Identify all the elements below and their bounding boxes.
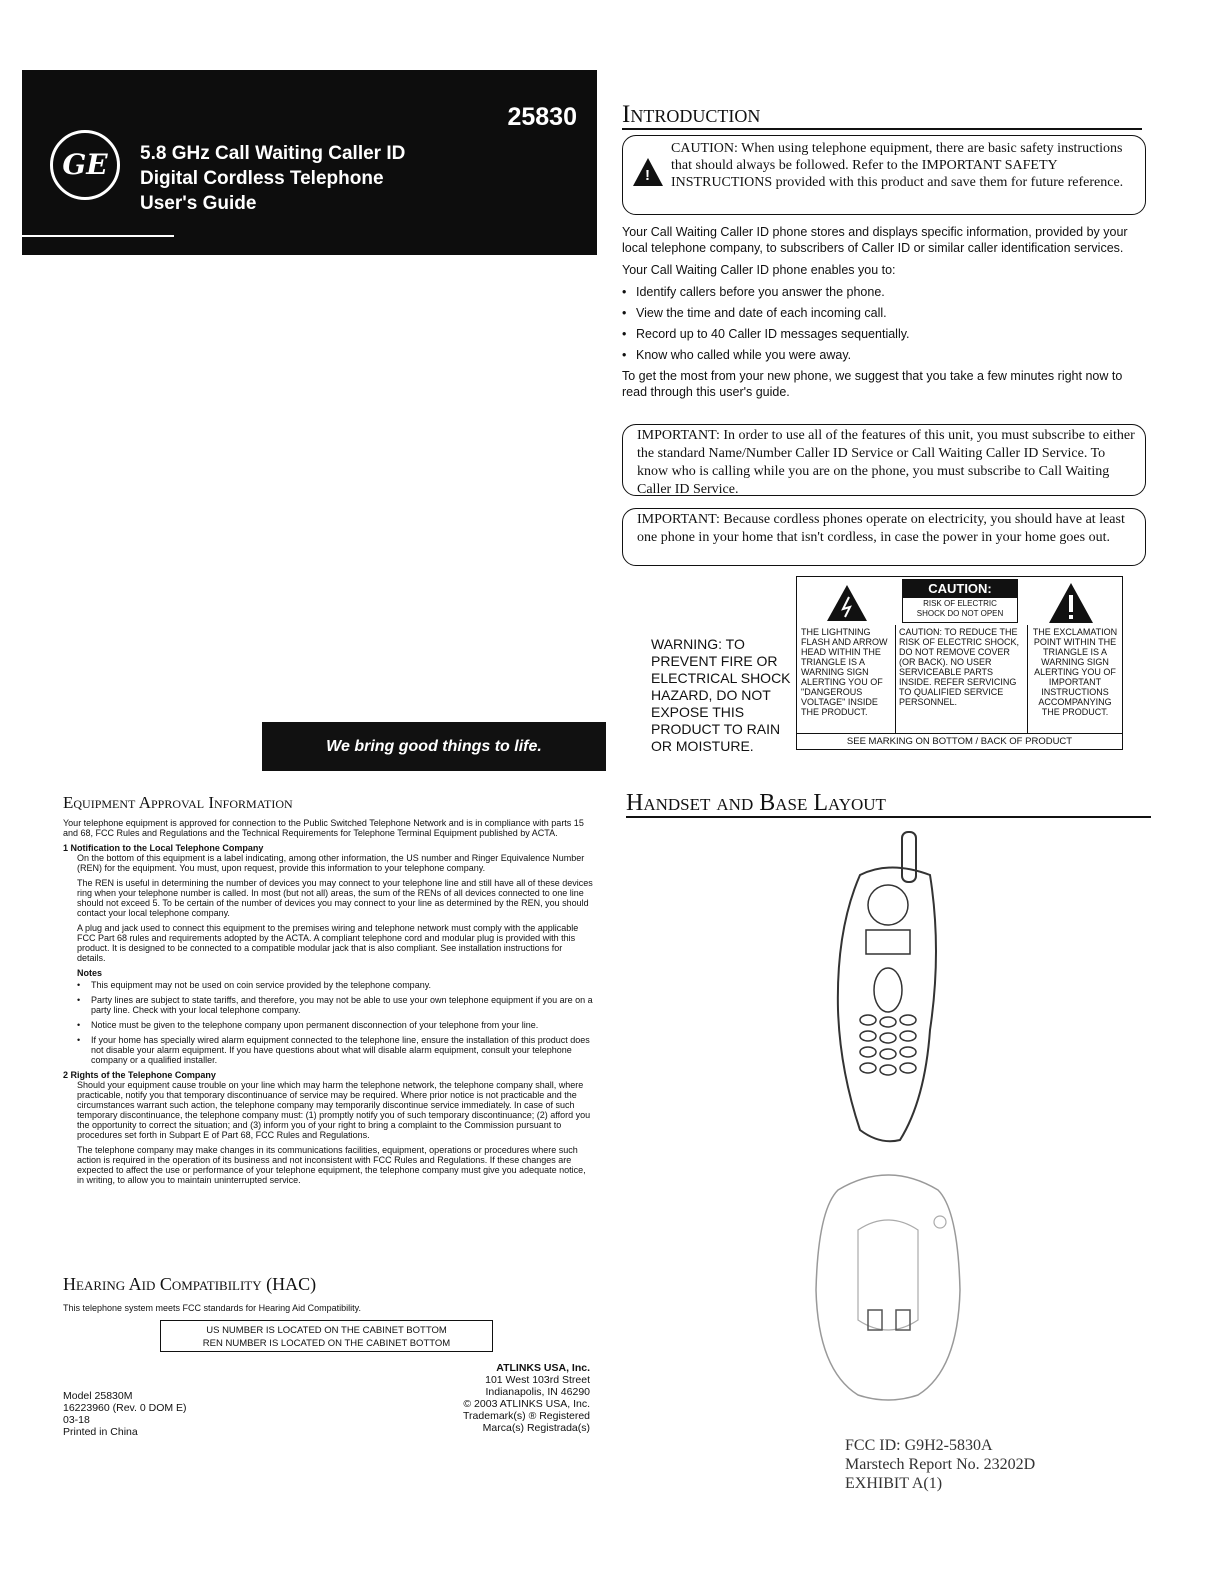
- city: Indianapolis, IN 46290: [485, 1386, 590, 1398]
- feature-item: • Identify callers before you answer the phone.: [622, 284, 1142, 300]
- note-item: • This equipment may not be used on coin service provided by the telephone company.: [77, 980, 593, 990]
- banner-rule: [22, 235, 174, 237]
- heading-rule: [626, 816, 1151, 818]
- caution-box: [622, 135, 1146, 215]
- section-1-body: [63, 853, 593, 1065]
- section-2-body: [63, 1080, 593, 1185]
- us-number-box: [160, 1320, 493, 1352]
- important-box-1: IMPORTANT: In order to use all of the features of this unit, you must subscribe to either the standard Name/Number Caller ID Service or Call Waiting Caller ID Service. To know who is calling while you are on the phone, you must subscribe to Call Waiting Caller ID Service.: [622, 424, 1146, 496]
- lightning-triangle-icon: [825, 583, 869, 623]
- caution-label-box: [902, 579, 1018, 623]
- feature-item: • Know who called while you were away.: [622, 347, 1142, 363]
- part-number: 16223960 (Rev. 0 DOM E): [63, 1402, 187, 1414]
- handset-heading: Handset and Base Layout: [626, 790, 886, 816]
- exhibit-label: EXHIBIT A(1): [845, 1475, 943, 1492]
- model-number-label: Model 25830M: [63, 1390, 133, 1402]
- warning-col-1: THE LIGHTNING FLASH AND ARROW HEAD WITHIN THE TRIANGLE IS A WARNING SIGN ALERTING YOU OF "DANGEROUS VOLTAGE" INSIDE THE PRODUCT.: [801, 627, 888, 717]
- important-box-2: IMPORTANT: Because cordless phones operate on electricity, you should have at least one phone in your home that isn't cordless, in case the power in your home goes out.: [622, 508, 1146, 566]
- model-number: 25830: [507, 103, 577, 131]
- us-number-line: US NUMBER IS LOCATED ON THE CABINET BOTTOM: [206, 1325, 447, 1336]
- warning-footer: SEE MARKING ON BOTTOM / BACK OF PRODUCT: [797, 733, 1122, 749]
- header-banner: [22, 70, 597, 255]
- equipment-heading: Equipment Approval Information: [63, 793, 293, 812]
- feature-item: • View the time and date of each incoming call.: [622, 305, 1142, 321]
- intro-para-2: Your Call Waiting Caller ID phone enables you to:: [622, 263, 896, 277]
- warning-col-2: CAUTION: TO REDUCE THE RISK OF ELECTRIC SHOCK, DO NOT REMOVE COVER (OR BACK). NO USER SERVICEABLE PARTS INSIDE. REFER SERVICING TO QUALIFIED SERVICE PERSONNEL.: [899, 627, 1020, 707]
- section-2-para-1: Should your equipment cause trouble on your line which may harm the telephone network, the telephone company shall, where practicable, notify you that temporary discontinuance of service may be required. Where prior notice is not practicable and the circumstances warrant such action, the telephone company may temporarily discontinue service immediately. In case of such temporary discontinuance, the telephone company must: (1) promptly notify you of such temporary discontinuance; (2) afford you the opportunity to correct the situation; and (3) inform you of your right to bring a complaint to the Commission pursuant to procedures set forth in Subpart E of Part 68, FCC Rules and Regulations.: [77, 1080, 591, 1140]
- title-line-1: 5.8 GHz Call Waiting Caller ID: [140, 143, 406, 164]
- section-1-title: 1 Notification to the Local Telephone Company: [63, 843, 264, 853]
- caution-text: CAUTION: When using telephone equipment, there are basic safety instructions that should always be followed. Refer to the IMPORTANT SAFETY INSTRUCTIONS provided with this product and save them for future reference.: [671, 141, 1124, 190]
- notes-list: [77, 980, 593, 1065]
- introduction-heading: Introduction: [622, 101, 761, 128]
- note-item: • Notice must be given to the telephone company upon permanent disconnection of your telephone from your line.: [77, 1020, 593, 1030]
- model-info: [63, 1390, 187, 1438]
- warning-col-3: THE EXCLAMATION POINT WITHIN THE TRIANGLE IS A WARNING SIGN ALERTING YOU OF IMPORTANT INSTRUCTIONS ACCOMPANYING THE PRODUCT.: [1032, 627, 1118, 717]
- warning-triangle-icon: !: [633, 158, 663, 186]
- caution-label: CAUTION:: [903, 580, 1017, 598]
- title-line-2: Digital Cordless Telephone: [140, 168, 384, 189]
- warning-table: [796, 576, 1123, 750]
- print-date: 03-18: [63, 1414, 90, 1426]
- section-1-para-2: The REN is useful in determining the number of devices you may connect to your telephone line and still have all of these devices ring when your telephone number is called. In most (but not all) areas, the sum of the RENs of all devices connected to one line should not exceed 5. To be certain of the number of devices you may connect to your line as determined by the REN, you should contact your local telephone company.: [77, 878, 593, 918]
- street: 101 West 103rd Street: [485, 1374, 590, 1386]
- report-number: Marstech Report No. 23202D: [845, 1456, 1036, 1473]
- equipment-section: [63, 818, 593, 1190]
- warning-text: WARNING: TO PREVENT FIRE OR ELECTRICAL SHOCK HAZARD, DO NOT EXPOSE THIS PRODUCT TO RAIN OR MOISTURE.: [651, 636, 791, 754]
- trademark: Trademark(s) ® Registered: [463, 1410, 590, 1422]
- marca: Marca(s) Registrada(s): [482, 1422, 590, 1434]
- hac-heading: Hearing Aid Compatibility (HAC): [63, 1274, 317, 1294]
- fcc-id: FCC ID: G9H2-5830A: [845, 1437, 993, 1454]
- company-name: ATLINKS USA, Inc.: [496, 1362, 590, 1374]
- section-1-para-1: On the bottom of this equipment is a label indicating, among other information, the US number and Ringer Equivalence Number (REN) for the equipment. You must, upon request, provide this information to your telephone company.: [77, 853, 585, 873]
- caution-sub: RISK OF ELECTRIC SHOCK DO NOT OPEN: [916, 599, 1004, 618]
- ren-number-line: REN NUMBER IS LOCATED ON THE CABINET BOTTOM: [202, 1338, 451, 1349]
- col-divider: [1027, 625, 1028, 733]
- handset-illustration: [830, 830, 950, 1150]
- feature-list: [622, 284, 1142, 363]
- intro-para-1: Your Call Waiting Caller ID phone stores and displays specific information, provided by your local telephone company, to subscribers of Caller ID or similar caller identification services.: [622, 225, 1128, 255]
- heading-rule: [622, 128, 1142, 130]
- ge-logo-icon: GE: [50, 130, 120, 200]
- slogan-banner: We bring good things to life.: [262, 722, 606, 771]
- equipment-intro: Your telephone equipment is approved for connection to the Public Switched Telephone Network and is in compliance with parts 15 and 68, FCC Rules and Regulations and the Technical Requirements for Telephone Terminal Equipment published by ACTA.: [63, 818, 584, 838]
- intro-body: [622, 224, 1142, 400]
- section-2-para-2: The telephone company may make changes in its communications facilities, equipment, operations or procedures where such action is required in the operation of its business and not inconsistent with FCC Rules and Regulations. If these changes are expected to affect the use or performance of your telephone equipment, the telephone company must give you adequate notice, in writing, to allow you to maintain uninterrupted service.: [77, 1145, 586, 1185]
- section-1-para-3: A plug and jack used to connect this equipment to the premises wiring and telephone network must comply with the applicable FCC Part 68 rules and requirements adopted by the ACTA. A compliant telephone cord and modular plug is provided with this product. It is designed to be connected to a compatible modular jack that is also compliant. See installation instructions for details.: [77, 923, 579, 963]
- note-item: • If your home has specially wired alarm equipment connected to the telephone line, ensure the installation of this product does not disable your alarm equipment. If you have questions about what will disable alarm equipment, consult your telephone company or a qualified installer.: [77, 1035, 593, 1065]
- notes-title: Notes: [77, 968, 103, 978]
- hac-text: This telephone system meets FCC standards for Hearing Aid Compatibility.: [63, 1303, 361, 1313]
- copyright: © 2003 ATLINKS USA, Inc.: [463, 1398, 590, 1410]
- exclamation-triangle-icon: [1047, 581, 1095, 625]
- printed-in: Printed in China: [63, 1426, 138, 1438]
- base-illustration: [808, 1170, 968, 1410]
- company-address: [430, 1362, 590, 1434]
- note-item: • Party lines are subject to state tariffs, and therefore, you may not be able to use your own telephone equipment if you are on a party line. Check with your local telephone company.: [77, 995, 593, 1015]
- title-line-3: User's Guide: [140, 193, 257, 214]
- fcc-info: [845, 1436, 1035, 1493]
- section-2-title: 2 Rights of the Telephone Company: [63, 1070, 216, 1080]
- feature-item: • Record up to 40 Caller ID messages sequentially.: [622, 326, 1142, 342]
- col-divider: [895, 625, 896, 733]
- intro-para-3: To get the most from your new phone, we suggest that you take a few minutes right now to read through this user's guide.: [622, 369, 1123, 399]
- document-title: [140, 141, 405, 216]
